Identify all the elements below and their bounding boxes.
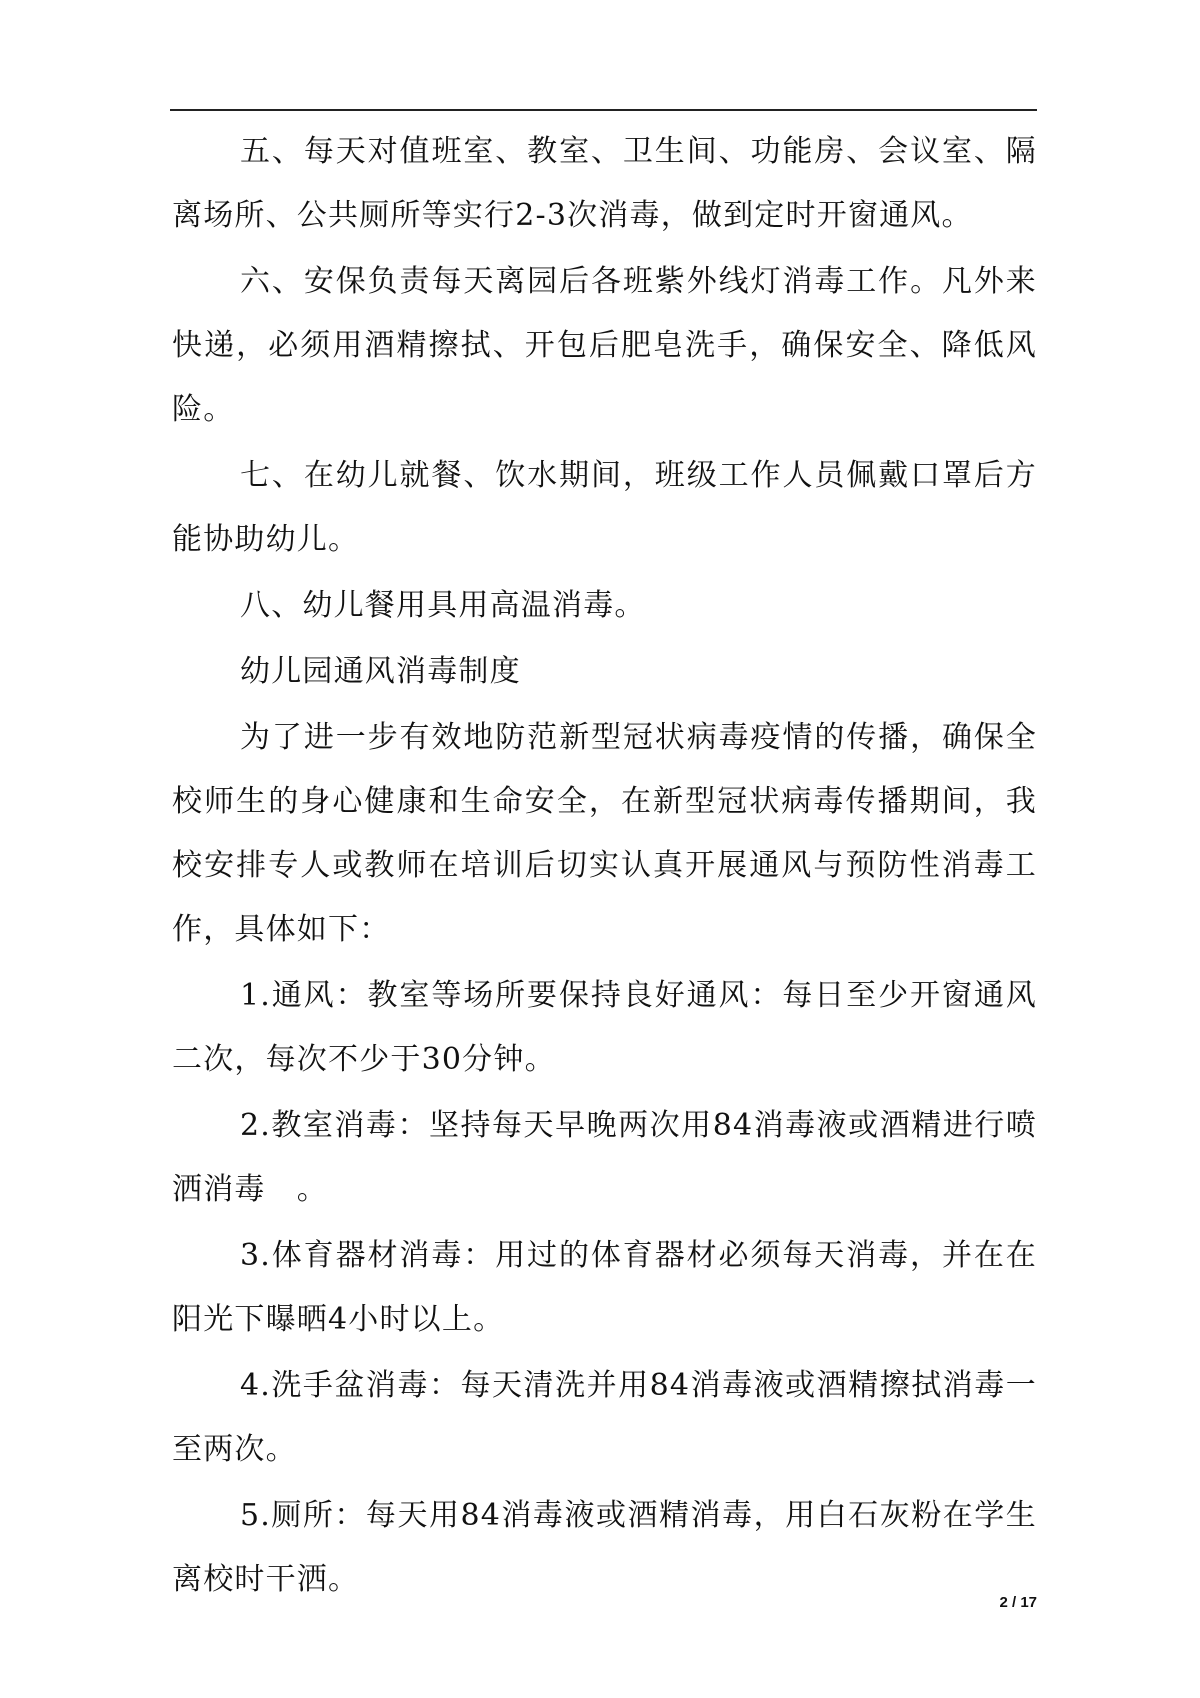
page-number: 2 / 17	[999, 1594, 1037, 1611]
paragraph-item-five: 五、每天对值班室、教室、卫生间、功能房、会议室、隔离场所、公共厕所等实行2-3次消毒，做到定时开窗通风。	[172, 134, 1037, 233]
paragraph-item-seven: 七、在幼儿就餐、饮水期间，班级工作人员佩戴口罩后方能协助幼儿。	[172, 458, 1037, 557]
rule-washbasin: 4.洗手盆消毒：每天清洗并用84消毒液或酒精擦拭消毒一至两次。	[172, 1368, 1037, 1467]
rule-classroom-disinfection: 2.教室消毒：坚持每天早晚两次用84消毒液或酒精进行喷洒消毒 。	[172, 1108, 1037, 1207]
rule-sports-equipment: 3.体育器材消毒：用过的体育器材必须每天消毒，并在在阳光下曝晒4小时以上。	[172, 1238, 1037, 1337]
paragraph-item-six: 六、安保负责每天离园后各班紫外线灯消毒工作。凡外来快递，必须用酒精擦拭、开包后肥皂洗手，确保安全、降低风险。	[172, 264, 1037, 427]
intro-paragraph: 为了进一步有效地防范新型冠状病毒疫情的传播，确保全校师生的身心健康和生命安全，在新型冠状病毒传播期间，我校安排专人或教师在培训后切实认真开展通风与预防性消毒工作，具体如下：	[172, 720, 1037, 947]
paragraph-item-eight: 八、幼儿餐用具用高温消毒。	[240, 588, 646, 623]
header-rule	[170, 109, 1037, 111]
section-title: 幼儿园通风消毒制度	[240, 654, 521, 689]
rule-toilet: 5.厕所：每天用84消毒液或酒精消毒，用白石灰粉在学生离校时干洒。	[172, 1498, 1037, 1597]
document-body	[172, 120, 1037, 1614]
rule-ventilation: 1.通风：教室等场所要保持良好通风：每日至少开窗通风二次，每次不少于30分钟。	[172, 978, 1037, 1077]
